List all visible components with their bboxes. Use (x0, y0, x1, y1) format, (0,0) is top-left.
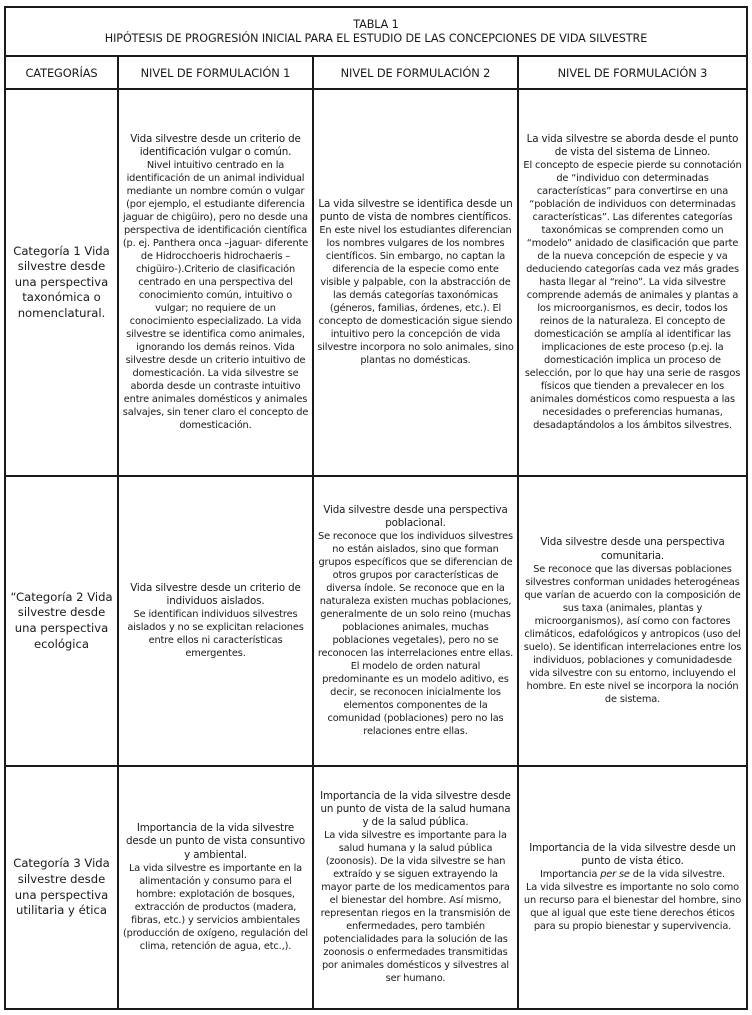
subheading-suffix: de la vida silvestre. (629, 869, 725, 881)
level-description: Se identifican individuos silvestres aislados y no se explicitan relaciones entre ellos ni características emergentes. (127, 609, 304, 660)
category-label: “Categoría 2 Vida silvestre desde una perspectiva ecológica (10, 589, 113, 651)
level-heading: La vida silvestre se identifica desde un punto de vista de nombres científicos. (318, 197, 513, 223)
level-description: El concepto de especie pierde su connotación de “individuo con determinadas características” para convertirse en una “población de individuos con determinadas características”. Las diferentes categorías taxonómicas se comprenden como un “modelo” anidado de clasificación que parte de la nueva concepción de especie y va deduciendo categorías cada vez más grades hasta llegar al “reino”. La vida silvestre comprende además de animales y plantas a los microorganismos, es decir, todos los reinos de la naturaleza. El concepto de domesticación se amplía al identificar las implicaciones de este proceso (p.ej. la domesticación implica un proceso de selección, por lo que hay una serie de rasgos físicos que tienden a prevalecer en los animales domésticos como respuesta a las necesidades o preferencias humanas, desadaptándolos a los ámbitos silvestres. (523, 160, 742, 432)
subheading-prefix: Importancia (540, 869, 601, 881)
level-3-cell (519, 477, 746, 765)
level-subheading (540, 868, 725, 881)
level-heading: Vida silvestre desde un criterio de individuos aislados. (130, 581, 301, 607)
category-label: Categoría 3 Vida silvestre desde una perspectiva utilitaria y ética (13, 856, 110, 918)
level-3-cell (519, 767, 746, 1008)
subheading-italic: per se (600, 869, 630, 881)
table-title-block (6, 8, 746, 57)
level-description: La vida silvestre es importante para la salud humana y la salud pública (zoonosis). De la vida silvestre se han extraído y se siguen extrayendo la mayor parte de los medicamentos para el bienestar del hombre. Así mismo, representan riegos en la transmisión de enfermedades, pero también potencialidades para la solución de las zoonosis o enfermedades transmitidas por animales domésticos y silvestres al ser humano. (320, 830, 511, 985)
level-1-cell (119, 90, 314, 475)
table-row-categoria-3 (6, 767, 746, 1008)
level-description: Se reconoce que las diversas poblaciones silvestres conforman unidades heterogéneas que varían de acuerdo con la composición de sus taxa (animales, plantas y microorganismos), así como con factores climáticos, edafológicos y antropicos (uso del suelo). Se identifican interrelaciones entre los individuos, poblaciones y comunidadesde vida silvestre con su entorno, incluyendo el hombre. En este nivel se incorpora la noción de sistema. (523, 563, 742, 705)
level-description: La vida silvestre es importante en la alimentación y consumo para el hombre: explotación de bosques, extracción de productos (madera, fibras, etc.) y servicios ambientales (producción de oxígeno, regulación del clima, retención de agua, etc.,). (122, 862, 309, 952)
table-row-categoria-2 (6, 477, 746, 767)
level-heading: Importancia de la vida silvestre desde un punto de vista ético. (529, 841, 736, 867)
header-nivel-1: NIVEL DE FORMULACIÓN 1 (119, 57, 314, 88)
header-nivel-3: NIVEL DE FORMULACIÓN 3 (557, 65, 708, 80)
table-title: HIPÓTESIS DE PROGRESIÓN INICIAL PARA EL ESTUDIO DE LAS CONCEPCIONES DE VIDA SILVESTRE (104, 31, 648, 45)
level-2-cell (314, 477, 519, 765)
category-cell (6, 90, 119, 475)
level-heading: La vida silvestre se aborda desde el punto de vista del sistema de Linneo. (526, 132, 739, 158)
level-heading: Importancia de la vida silvestre desde un punto de vista consuntivo y ambiental. (125, 822, 306, 861)
level-description: Nivel intuitivo centrado en la identificación de un animal individual mediante un nombre común o vulgar (por ejemplo, el estudiante diferencia jaguar de chigüiro), pero no desde una perspectiva de identificación científica (p. ej. Panthera onca –jaguar- diferente de Hidrocchoeris hidrochaeris –chigüiro-).Criterio de clasificación centrado en una perspectiva del conocimiento común, intuitivo o vulgar; no requiere de un conocimiento especializado. La vida silvestre se identifica como animales, ignorando los demás reinos. Vida silvestre desde un criterio intuitivo de domesticación. La vida silvestre se aborda desde un contraste intuitivo entre animales domésticos y animales salvajes, sin tener claro el concepto de domesticación. (122, 160, 309, 432)
category-cell (6, 477, 119, 765)
level-1-cell (119, 767, 314, 1008)
level-3-cell (519, 90, 746, 475)
table-row-categoria-1 (6, 90, 746, 477)
category-cell (6, 767, 119, 1008)
table-label: TABLA 1 (353, 17, 399, 31)
header-row (6, 57, 746, 90)
category-label: Categoría 1 Vida silvestre desde una perspectiva taxonómica o nomenclatural. (13, 243, 110, 320)
level-2-cell (314, 767, 519, 1008)
level-1-cell (119, 477, 314, 765)
level-heading: Importancia de la vida silvestre desde un punto de vista de la salud humana y de la salud pública. (320, 789, 511, 829)
level-2-cell (314, 90, 519, 475)
level-heading: Vida silvestre desde un criterio de identificación vulgar o común. (130, 132, 301, 158)
level-description: Se reconoce que los individuos silvestres no están aislados, sino que forman grupos específicos que se diferencian de otros grupos por características de diversa índole. Se reconoce que en la naturaleza existen muchas poblaciones, generalmente de un solo reino (muchas poblaciones animales, muchas poblaciones vegetales), pero no se reconocen las interrelaciones entre ellas. El modelo de orden natural predominante es un modelo aditivo, es decir, se reconocen inicialmente los elementos componentes de la comunidad (poblaciones) pero no las relaciones entre ellas. (317, 531, 514, 738)
level-heading: Vida silvestre desde una perspectiva poblacional. (323, 503, 508, 529)
header-nivel-2: NIVEL DE FORMULACIÓN 2 (314, 57, 519, 88)
level-description: La vida silvestre es importante no solo como un recurso para el bienestar del hombre, sino que al igual que este tiene derechos éticos para su propio bienestar y supervivencia. (523, 882, 742, 933)
level-description: En este nivel los estudiantes diferencian los nombres vulgares de los nombres científicos. Sin embargo, no captan la diferencia de la especie como ente visible y palpable, con la abstracción de las demás categorías taxonómicas (géneros, familias, órdenes, etc.). El concepto de domesticación sigue siendo intuitivo pero la concepción de vida silvestre incorpora no solo animales, sino plantas no domésticas. (317, 225, 514, 367)
progression-hypothesis-table (4, 6, 748, 1010)
level-heading: Vida silvestre desde una perspectiva comunitaria. (540, 536, 725, 562)
header-categorias: CATEGORÍAS (6, 57, 119, 88)
